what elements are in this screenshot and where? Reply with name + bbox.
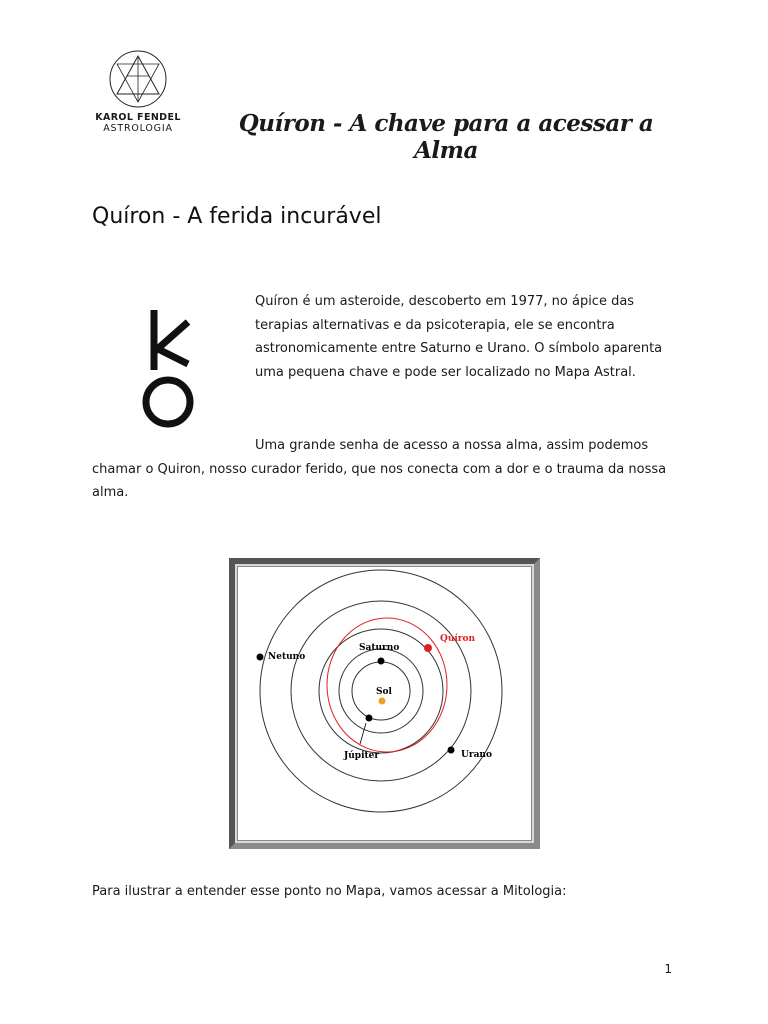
logo-name: KAROL FENDEL: [95, 112, 181, 123]
label-neptune: Netuno: [268, 652, 306, 662]
label-uranus: Urano: [461, 750, 492, 760]
orbit-diagram: [229, 558, 540, 849]
label-saturn: Saturno: [359, 643, 400, 653]
jupiter-dot: [366, 715, 373, 722]
sun-dot: [379, 698, 386, 705]
chiron-symbol-icon: [132, 308, 204, 428]
uranus-dot: [448, 747, 455, 754]
label-sun: Sol: [376, 687, 392, 697]
page-number: 1: [664, 962, 672, 976]
paragraph-intro: Quíron é um asteroide, descoberto em 1977, no ápice das terapias alternativas e da psicoterapia, ele se encontra astronomicamente entre Saturno e Urano. O símbolo aparenta uma pequena chave e pode ser localizado no Mapa Astral.: [255, 294, 663, 380]
label-jupiter: Júpiter: [344, 751, 380, 761]
section-heading: Quíron - A ferida incurável: [92, 204, 382, 229]
saturn-dot: [378, 658, 385, 665]
label-chiron: Quíron: [440, 634, 476, 644]
brand-logo: [92, 48, 184, 134]
chiron-dot: [424, 644, 432, 652]
logo-subtitle: ASTROLOGIA: [103, 123, 173, 134]
orbit-chiron: [327, 618, 447, 752]
document-title: Quíron - A chave para a acessar a Alma: [238, 110, 654, 164]
logo-emblem-icon: [107, 48, 169, 110]
neptune-dot: [257, 654, 264, 661]
paragraph-mythology: Para ilustrar a entender esse ponto no Mapa, vamos acessar a Mitologia:: [92, 884, 567, 899]
paragraph-soul: Uma grande senha de acesso a nossa alma, assim podemos chamar o Quiron, nosso curador ferido, que nos conecta com a dor e o trauma da nossa alma.: [92, 438, 667, 500]
